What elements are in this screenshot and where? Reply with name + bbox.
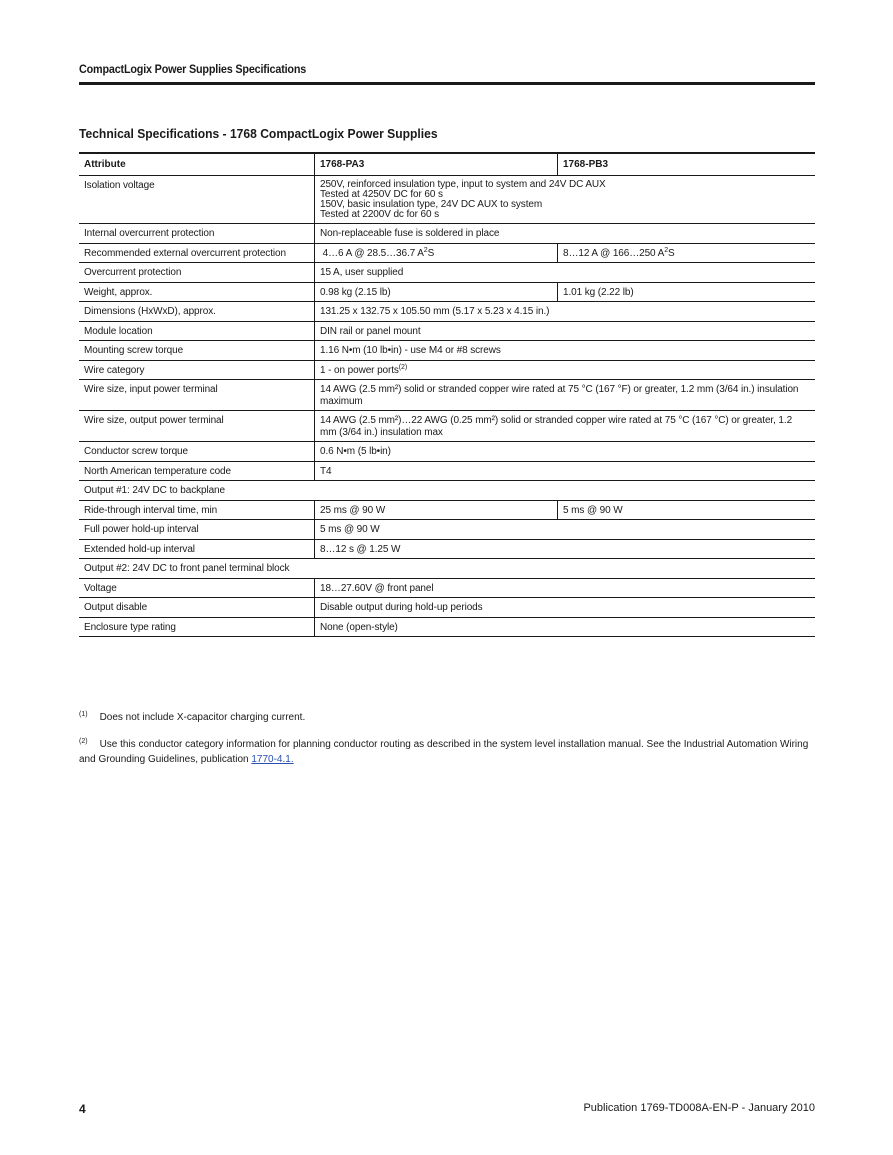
row-attribute: Module location	[79, 321, 315, 341]
row-value-pa3	[315, 243, 558, 263]
row-attribute: Mounting screw torque	[79, 341, 315, 361]
row-value: DIN rail or panel mount	[315, 321, 816, 341]
header-rule	[79, 82, 815, 85]
header-1768-pa3: 1768-PA3	[315, 153, 558, 176]
row-value: 1.16 N•m (10 lb•in) - use M4 or #8 screws	[315, 341, 816, 361]
isolation-line: 250V, reinforced insulation type, input to system and 24V DC AUX	[320, 179, 606, 190]
unit-text: S	[668, 247, 675, 259]
row-value: Disable output during hold-up periods	[315, 598, 816, 618]
row-attribute: Isolation voltage	[79, 176, 315, 224]
group-label: Output #1: 24V DC to backplane	[79, 481, 815, 501]
table-group-row	[79, 481, 815, 501]
value-text: 4…6 A @ 28.5…36.7 A	[320, 247, 424, 259]
row-attribute: Wire category	[79, 360, 315, 380]
table-row	[79, 224, 815, 244]
table-row	[79, 598, 815, 618]
row-attribute: Voltage	[79, 578, 315, 598]
row-value: 15 A, user supplied	[315, 263, 816, 283]
row-value: 14 AWG (2.5 mm²) solid or stranded copper wire rated at 75 °C (167 °F) or greater, 1.2 mm (3/64 in.) insulation maximum	[315, 380, 816, 411]
row-value: 14 AWG (2.5 mm²)…22 AWG (0.25 mm²) solid or stranded copper wire rated at 75 °C (167 °C) or greater, 1.2 mm (3/64 in.) insulation max	[315, 411, 816, 442]
row-attribute: Ride-through interval time, min	[79, 500, 315, 520]
table-row	[79, 539, 815, 559]
footnote-marker: (2)	[79, 738, 88, 745]
table-row	[79, 176, 815, 224]
footnote-text: Does not include X-capacitor charging current.	[99, 712, 306, 723]
row-value: None (open-style)	[315, 617, 816, 637]
table-row	[79, 360, 815, 380]
superscript: 2	[664, 246, 668, 254]
row-value-pb3: 1.01 kg (2.22 lb)	[558, 282, 816, 302]
row-attribute: North American temperature code	[79, 461, 315, 481]
table-row	[79, 321, 815, 341]
table-row	[79, 243, 815, 263]
row-value-pa3: 0.98 kg (2.15 lb)	[315, 282, 558, 302]
table-row	[79, 500, 815, 520]
row-value-pb3	[558, 243, 816, 263]
table-row	[79, 617, 815, 637]
superscript: 2	[423, 246, 428, 254]
row-value: 5 ms @ 90 W	[315, 520, 816, 540]
isolation-line: 150V, basic insulation type, 24V DC AUX to system	[320, 199, 543, 210]
table-row	[79, 411, 815, 442]
row-value: 0.6 N•m (5 lb•in)	[315, 442, 816, 462]
unit-text: S	[427, 247, 435, 259]
row-attribute: Extended hold-up interval	[79, 539, 315, 559]
row-attribute: Full power hold-up interval	[79, 520, 315, 540]
row-value	[315, 360, 816, 380]
row-attribute: Output disable	[79, 598, 315, 618]
row-value-pa3: 25 ms @ 90 W	[315, 500, 558, 520]
value-text: 1 - on power ports	[320, 364, 399, 376]
row-value-pb3: 5 ms @ 90 W	[558, 500, 816, 520]
table-row	[79, 263, 815, 283]
spec-table	[79, 152, 815, 637]
footnote-1	[79, 707, 809, 725]
footnote-ref: (2)	[398, 363, 408, 371]
row-attribute: Wire size, input power terminal	[79, 380, 315, 411]
value-text: 8…12 A @ 166…250 A	[563, 247, 665, 259]
running-header-title: CompactLogix Power Supplies Specifications	[79, 62, 307, 76]
row-attribute: Overcurrent protection	[79, 263, 315, 283]
row-value: T4	[315, 461, 816, 481]
footnote-2	[79, 734, 809, 767]
row-value: 18…27.60V @ front panel	[315, 578, 816, 598]
table-row	[79, 380, 815, 411]
table-row	[79, 442, 815, 462]
row-value	[315, 176, 816, 224]
table-row	[79, 578, 815, 598]
page-number: 4	[79, 1102, 86, 1116]
row-attribute: Enclosure type rating	[79, 617, 315, 637]
footnote-marker: (1)	[79, 711, 88, 718]
group-label: Output #2: 24V DC to front panel terminal block	[79, 559, 815, 579]
row-attribute: Dimensions (HxWxD), approx.	[79, 302, 315, 322]
table-group-row	[79, 559, 815, 579]
table-title: Technical Specifications - 1768 CompactLogix Power Supplies	[79, 126, 438, 141]
row-value: Non-replaceable fuse is soldered in place	[315, 224, 816, 244]
isolation-line: Tested at 4250V DC for 60 s	[320, 189, 443, 200]
row-attribute: Conductor screw torque	[79, 442, 315, 462]
table-header-row	[79, 153, 815, 176]
table-row	[79, 302, 815, 322]
publication-link[interactable]: 1770-4.1.	[251, 754, 294, 765]
row-attribute: Weight, approx.	[79, 282, 315, 302]
row-attribute: Wire size, output power terminal	[79, 411, 315, 442]
header-attribute: Attribute	[79, 153, 315, 176]
row-value: 8…12 s @ 1.25 W	[315, 539, 816, 559]
table-row	[79, 461, 815, 481]
table-row	[79, 520, 815, 540]
row-attribute: Internal overcurrent protection	[79, 224, 315, 244]
isolation-line: Tested at 2200V dc for 60 s	[320, 209, 440, 220]
publication-info: Publication 1769-TD008A-EN-P - January 2010	[583, 1102, 815, 1114]
row-attribute: Recommended external overcurrent protection	[79, 243, 315, 263]
row-value: 131.25 x 132.75 x 105.50 mm (5.17 x 5.23 x 4.15 in.)	[315, 302, 816, 322]
footnote-text: Use this conductor category information for planning conductor routing as described in the system level installation manual. See the Industrial Automation Wiring and Grounding Guidelines, publication	[79, 739, 809, 765]
header-1768-pb3: 1768-PB3	[558, 153, 816, 176]
table-row	[79, 341, 815, 361]
table-row	[79, 282, 815, 302]
